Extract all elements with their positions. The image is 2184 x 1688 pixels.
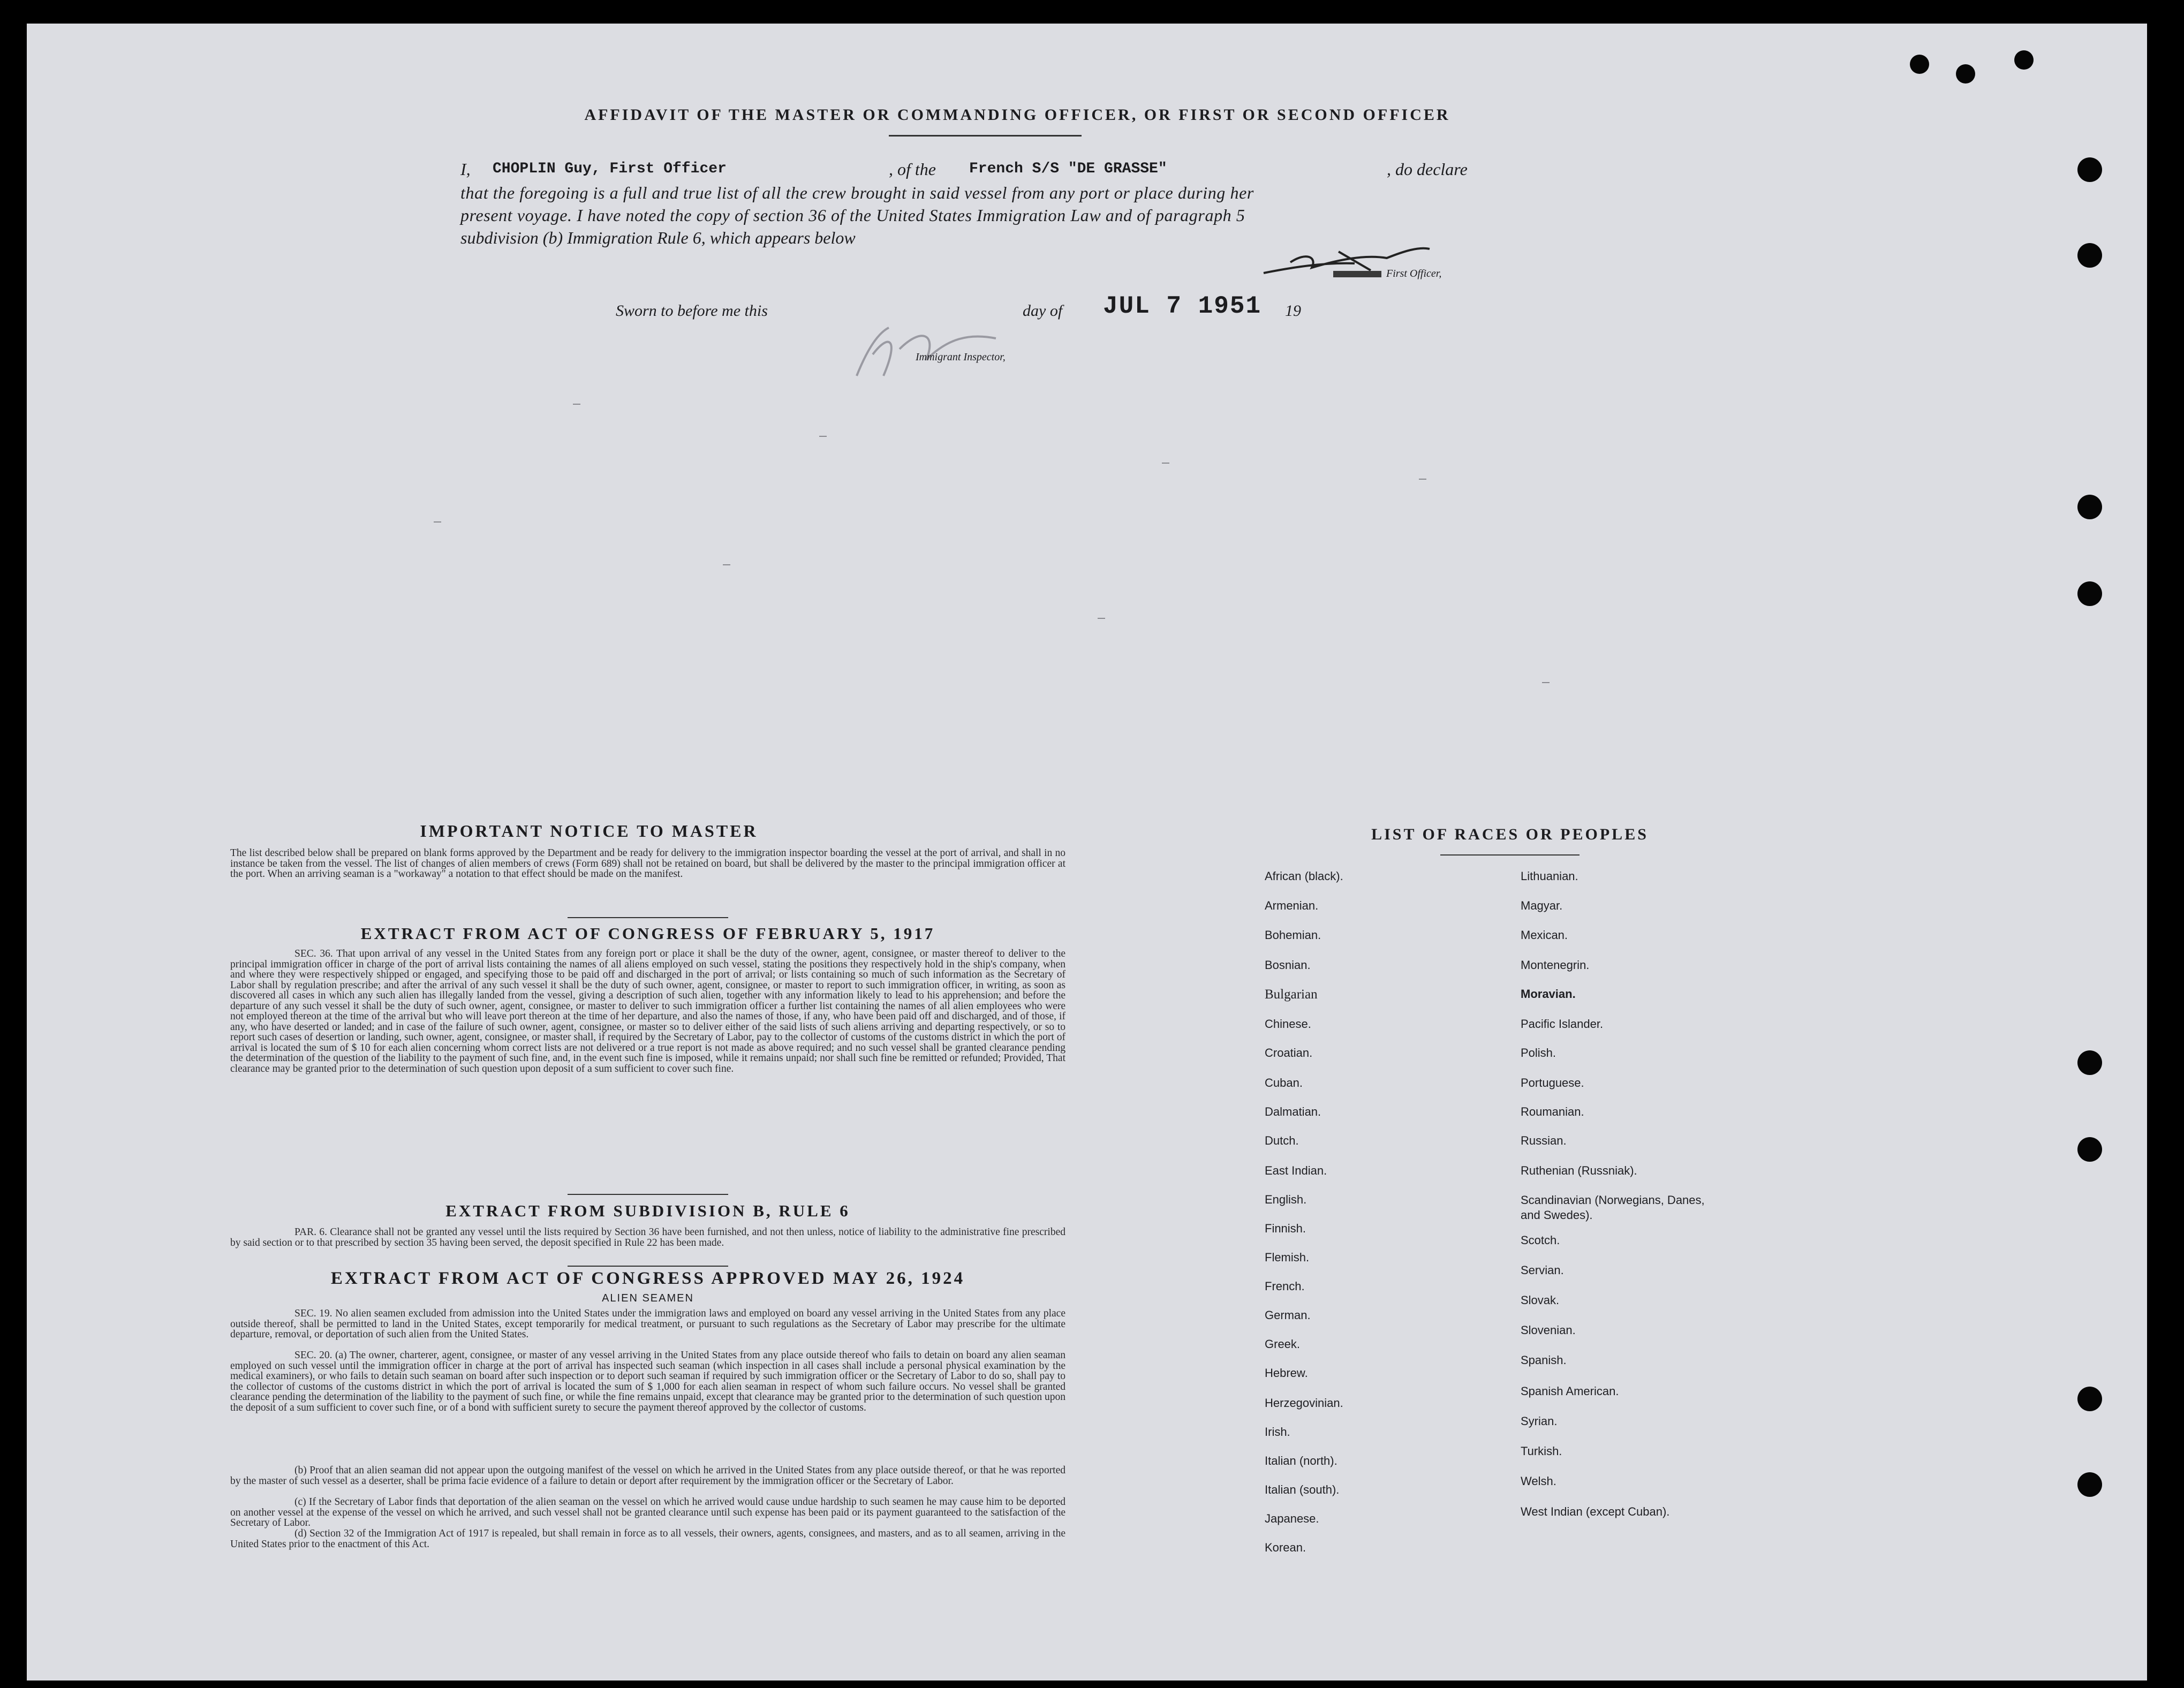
blank-line-mark xyxy=(1419,479,1426,480)
race-item: Russian. xyxy=(1521,1134,1567,1147)
race-item: German. xyxy=(1265,1308,1311,1322)
race-item: Polish. xyxy=(1521,1046,1556,1059)
struck-out-text-icon xyxy=(1333,271,1381,277)
section-20a-text: SEC. 20. (a) The owner, charterer, agent, consignee, or master of any vessel arriving in the United States from any place outside thereof who fails to detain on board any alien seaman employed on such vessel until the immigration officer in charge at the port of arrival has inspected such seaman (which inspection in all cases shall include a personal physical examination by the medical examiners), or who fails to detain such seaman on board after such inspection or to deport such seaman if required by such immigration officer or the Secretary of Labor to do so, shall pay to the collector of customs of the customs district in which the port of arrival is located the sum of $ 1,000 for each alien seaman in respect of whom such failure occurs. No vessel shall be granted clearance pending the determination of the liability to the payment of such fine, or while the fine remains unpaid, except that clearance may be granted prior to the determination of such question upon the deposit of a sum sufficient to cover such fine, or of a bond with sufficient surety to secure the payment thereof approved by the collector of customs. xyxy=(230,1350,1065,1413)
race-item: French. xyxy=(1265,1280,1305,1293)
races-heading-rule xyxy=(1440,854,1580,856)
blank-line-mark xyxy=(1162,463,1169,464)
race-item: Servian. xyxy=(1521,1263,1564,1277)
race-item: Scandinavian (Norwegians, Danes, and Swedes). xyxy=(1521,1193,1705,1222)
declaration-line-1 xyxy=(460,160,1510,181)
officer-signature xyxy=(1258,230,1440,289)
document-page xyxy=(27,24,2147,1681)
section-20c-text: (c) If the Secretary of Labor finds that deportation of the alien seaman on the vessel on which he arrived would cause undue hardship to such seamen he may cause him to be deported on another vessel at the expense of the vessel on which he arrived, and such vessel shall not be granted clearance until such expense has been paid or its payment guaranteed to the satisfaction of the Secretary of Labor. xyxy=(230,1496,1065,1528)
punch-hole xyxy=(1910,55,1929,74)
race-item: Hebrew. xyxy=(1265,1366,1308,1380)
declaration-line-3: present voyage. I have noted the copy of section 36 of the United States Immigration Law and of paragraph 5 xyxy=(460,206,1245,225)
race-item: Mexican. xyxy=(1521,928,1568,942)
signature-role-label xyxy=(1333,268,1441,280)
race-item: Cuban. xyxy=(1265,1076,1303,1089)
race-item: Dalmatian. xyxy=(1265,1105,1321,1118)
blank-line-mark xyxy=(819,436,827,437)
punch-hole xyxy=(2077,1137,2102,1162)
race-item: Pacific Islander. xyxy=(1521,1017,1604,1031)
race-item: Japanese. xyxy=(1265,1512,1319,1525)
race-item: Montenegrin. xyxy=(1521,958,1590,972)
punch-hole xyxy=(2077,1050,2102,1075)
alien-seamen-subheading: ALIEN SEAMEN xyxy=(602,1292,694,1304)
rule6-text: PAR. 6. Clearance shall not be granted any vessel until the lists required by Section 36 have been furnished, and not then unless, notice of liability to the administrative fine prescribed by said section or to that prescribed by section 35 having been served, the deposit specified in Rule 22 has been made. xyxy=(230,1227,1065,1248)
section-19-text: SEC. 19. No alien seamen excluded from admission into the United States under the immigration laws and employed on board any vessel arriving in the United States from any place outside thereof, shall be permitted to land in the United States, except temporarily for medical treatment, or pursuant to such regulations as the Secretary of Labor may prescribe for the ultimate departure, removal, or deportation of such alien from the United States. xyxy=(230,1308,1065,1340)
race-item: Ruthenian (Russniak). xyxy=(1521,1164,1637,1177)
race-item: Irish. xyxy=(1265,1425,1290,1439)
rule6-heading: EXTRACT FROM SUBDIVISION B, RULE 6 xyxy=(445,1201,850,1220)
heading-rule xyxy=(889,135,1082,137)
race-item: Armenian. xyxy=(1265,899,1319,912)
race-item: Greek. xyxy=(1265,1337,1301,1351)
race-item: Slovenian. xyxy=(1521,1323,1576,1337)
notice-text: The list described below shall be prepared on blank forms approved by the Department and be ready for delivery to the immigration inspector boarding the vessel at the port of arrival, and shall in no instance be taken from the vessel. The list of changes of alien members of crews (Form 689) shall not be retained on board, but shall be delivered by the master to the principal immigration officer at the port. When an arriving seaman is a "workaway" a notation to that effect should be made on the manifest. xyxy=(230,847,1065,880)
punch-hole xyxy=(2077,495,2102,519)
race-item: Spanish American. xyxy=(1521,1384,1619,1398)
race-item: Magyar. xyxy=(1521,899,1563,912)
notice-heading: IMPORTANT NOTICE TO MASTER xyxy=(420,821,758,841)
race-item: East Indian. xyxy=(1265,1164,1327,1177)
blank-line-mark xyxy=(1542,682,1550,683)
inspector-label: Immigrant Inspector, xyxy=(916,351,1006,363)
race-item: Syrian. xyxy=(1521,1414,1558,1428)
race-item: English. xyxy=(1265,1193,1307,1206)
section-20b-text: (b) Proof that an alien seaman did not appear upon the outgoing manifest of the vessel on which he arrived in the United States from any place outside thereof, or that he was reported by the master of such vessel as a deserter, shall be prima facie evidence of a failure to detain or deport after requirement by the immigration officer or the Secretary of Labor. xyxy=(230,1465,1065,1487)
date-stamp: JUL 7 1951 xyxy=(1103,292,1262,320)
year-suffix: 19 xyxy=(1285,302,1301,320)
race-item: Slovak. xyxy=(1521,1293,1560,1307)
races-heading: LIST OF RACES OR PEOPLES xyxy=(1371,826,1649,843)
race-item: Welsh. xyxy=(1521,1474,1556,1488)
race-item: Italian (south). xyxy=(1265,1483,1340,1496)
race-item: Chinese. xyxy=(1265,1017,1311,1031)
race-item: Croatian. xyxy=(1265,1046,1313,1059)
vessel-name: French S/S "DE GRASSE" xyxy=(969,161,1167,177)
blank-line-mark xyxy=(1098,618,1105,619)
race-item: Italian (north). xyxy=(1265,1454,1337,1467)
race-item: Portuguese. xyxy=(1521,1076,1584,1089)
section-rule xyxy=(568,917,728,918)
do-declare-text: , do declare xyxy=(1387,160,1468,179)
race-item: Bohemian. xyxy=(1265,928,1321,942)
extract-1917-text: SEC. 36. That upon arrival of any vessel in the United States from any foreign port or place it shall be the duty of the owner, agent, consignee, or master thereof to deliver to the principal immigration officer in charge of the port of arrival lists containing the names of all aliens employed on such vessel, stating the positions they respectively hold in the ship's company, when and where they were respectively shipped or engaged, and specifying those to be paid off and discharged in the port of arrival; or lists containing so much of such information as the Secretary of Labor shall by regulation prescribe; and after the arrival of any such vessel it shall be the duty of such owner, agent, consignee, or master to report to such immigration officer, in writing, as soon as discovered all cases in which any such alien has illegally landed from the vessel, giving a description of such alien, together with any information likely to lead to his apprehension; and before the departure of any such vessel it shall be the duty of such owner, agent, consignee, or master to deliver to such immigration officer a further list containing the names of all alien employees who were not employed thereon at the time of the arrival but who will leave port thereon at the time of her departure, and also the names of those, if any, who have been paid off and discharged, and of those, if any, who have deserted or landed; and in case of the failure of such owner, agent, consignee, or master so to deliver either of the said lists of such aliens arriving and departing respectively, or so to report such cases of desertion or landing, such owner, agent, consignee, or master shall, if required by the Secretary of Labor, pay to the collector of customs of the customs district in which the port of arrival is located the sum of $ 10 for each alien concerning whom correct lists are not delivered or a true report is not made as above required; and no such vessel shall be granted clearance pending the determination of the question of the liability to the payment of such fine, and, in the event such fine is imposed, while it remains unpaid; nor shall such fine be remitted or refunded; Provided, That clearance may be granted prior to the determination of such question upon deposit of a sum sufficient to cover such fine. xyxy=(230,948,1065,1074)
of-the-text: , of the xyxy=(889,160,936,179)
race-item: Lithuanian. xyxy=(1521,869,1578,883)
section-rule xyxy=(568,1194,728,1195)
blank-line-mark xyxy=(573,404,580,405)
punch-hole xyxy=(1956,64,1975,84)
race-item: Bosnian. xyxy=(1265,958,1311,972)
blank-line-mark xyxy=(723,564,730,565)
blank-line-mark xyxy=(434,521,441,523)
section-20d-text: (d) Section 32 of the Immigration Act of 1917 is repealed, but shall remain in force as to all vessels, their owners, agents, consignees, and masters, and as to all seamen, arriving in the United States prior to the enactment of this Act. xyxy=(230,1528,1065,1550)
race-item: Roumanian. xyxy=(1521,1105,1584,1118)
declaration-line-4: subdivision (b) Immigration Rule 6, which appears below xyxy=(460,228,856,247)
officer-name: CHOPLIN Guy, First Officer xyxy=(493,161,727,177)
punch-hole xyxy=(2014,50,2034,70)
punch-hole xyxy=(2077,157,2102,182)
affidavit-heading: AFFIDAVIT OF THE MASTER OR COMMANDING OFFICER, OR FIRST OR SECOND OFFICER xyxy=(584,106,1450,124)
declaration-prefix: I, xyxy=(460,160,471,179)
race-item: Turkish. xyxy=(1521,1444,1562,1458)
race-item: African (black). xyxy=(1265,869,1343,883)
race-item: Spanish. xyxy=(1521,1353,1567,1367)
race-item: Bulgarian xyxy=(1265,987,1318,1002)
punch-hole xyxy=(2077,581,2102,606)
race-item: Korean. xyxy=(1265,1541,1306,1554)
race-item: Flemish. xyxy=(1265,1251,1310,1264)
declaration-line-2: that the foregoing is a full and true list of all the crew brought in said vessel from any port or place during her xyxy=(460,183,1254,202)
race-item: Finnish. xyxy=(1265,1222,1306,1235)
race-item: Herzegovinian. xyxy=(1265,1396,1343,1410)
race-item: West Indian (except Cuban). xyxy=(1521,1505,1670,1518)
day-of-text: day of xyxy=(1023,302,1063,320)
sworn-text: Sworn to before me this xyxy=(616,302,768,320)
signature-role: First Officer, xyxy=(1386,268,1442,279)
race-item: Moravian. xyxy=(1521,987,1576,1001)
punch-hole xyxy=(2077,1472,2102,1497)
punch-hole xyxy=(2077,1387,2102,1411)
extract-1917-heading: EXTRACT FROM ACT OF CONGRESS OF FEBRUARY 5, 1917 xyxy=(360,924,935,943)
race-item: Scotch. xyxy=(1521,1233,1560,1247)
extract-1924-heading: EXTRACT FROM ACT OF CONGRESS APPROVED MAY 26, 1924 xyxy=(330,1269,965,1288)
race-item: Dutch. xyxy=(1265,1134,1299,1147)
section-rule xyxy=(568,1266,728,1267)
punch-hole xyxy=(2077,243,2102,268)
